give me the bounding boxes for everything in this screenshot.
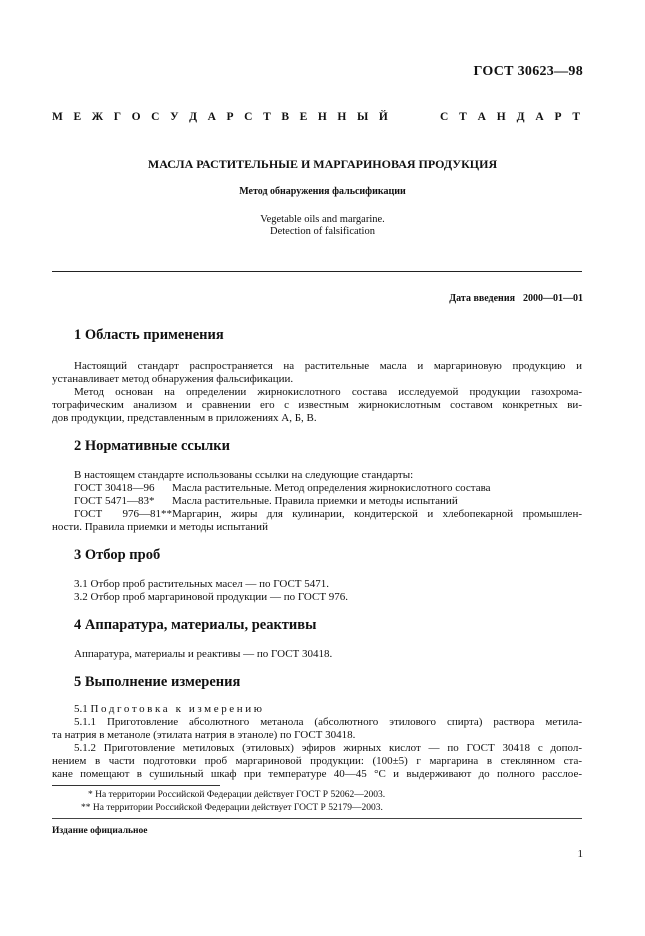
- footnote: ** На территории Российской Федерации действует ГОСТ Р 52179—2003.: [81, 803, 383, 813]
- page-number: 1: [577, 848, 583, 860]
- banner-letter: Т: [572, 111, 580, 123]
- reference-text: Масла растительные. Метод определения жирнокислотного состава: [172, 482, 491, 494]
- english-title-line: Vegetable oils and margarine.: [260, 214, 385, 225]
- reference-item: [74, 482, 582, 495]
- banner-letter: Й: [378, 111, 388, 123]
- banner-letter: Т: [263, 111, 271, 123]
- banner-letter: Е: [299, 111, 308, 123]
- banner-letter: Ы: [356, 111, 369, 123]
- banner-letter: О: [131, 111, 141, 123]
- paragraph-line: кане помещают в сушильный шкаф при температуре 40—45 °С и выдерживают до полного расслое-: [52, 768, 582, 780]
- paragraph-line: нением в части подготовки проб маргариновой продукции: (100±5) г маргарина в стеклянном ста-: [52, 755, 582, 767]
- reference-item: [74, 508, 582, 521]
- paragraph-line: 5.1.2 Приготовление метиловых (этиловых) эфиров жирных кислот — по ГОСТ 30418 с допол-: [74, 742, 582, 754]
- effective-date-value: 2000—01—01: [523, 293, 583, 304]
- banner-letter: Е: [73, 111, 82, 123]
- reference-number: ГОСТ 30418—96: [74, 482, 155, 494]
- reference-text: Маргарин, жиры для кулинарии, кондитерской и хлебопекарной промышлен-: [172, 508, 582, 520]
- interstate-word: [52, 111, 388, 123]
- banner-letter: У: [170, 111, 179, 123]
- subsection-name: Подготовка к измерению: [90, 703, 265, 715]
- section-heading: 5 Выполнение измерения: [74, 674, 241, 690]
- banner-letter: А: [207, 111, 216, 123]
- header-divider: [52, 271, 582, 272]
- banner-letter: Р: [554, 111, 562, 123]
- paragraph-line: Аппаратура, материалы и реактивы — по ГОСТ 30418.: [74, 648, 333, 660]
- banner-letter: Н: [496, 111, 506, 123]
- section-heading: 1 Область применения: [74, 327, 224, 343]
- english-title-line: Detection of falsification: [270, 226, 375, 237]
- paragraph-line: Метод основан на определении жирнокислотного состава исследуемой продукции газохрома-: [74, 386, 582, 398]
- banner-letter: Т: [459, 111, 467, 123]
- effective-date: [449, 293, 583, 304]
- document-code: ГОСТ 30623—98: [473, 64, 583, 79]
- banner-letter: Д: [189, 111, 198, 123]
- standard-word: [440, 111, 580, 123]
- document-title: МАСЛА РАСТИТЕЛЬНЫЕ И МАРГАРИНОВАЯ ПРОДУКЦИЯ: [147, 157, 498, 171]
- paragraph-line: тографическим анализом и сравнении его с известным жирнокислотным составом конкретных ви-: [52, 399, 582, 411]
- document-subtitle: Метод обнаружения фальсификации: [239, 186, 406, 197]
- footnote: * На территории Российской Федерации действует ГОСТ Р 52062—2003.: [88, 790, 386, 800]
- reference-number: ГОСТ 976—81**: [74, 508, 172, 520]
- reference-text: Масла растительные. Правила приемки и методы испытаний: [172, 495, 458, 507]
- paragraph-line: В настоящем стандарте использованы ссылки на следующие стандарты:: [74, 469, 414, 481]
- banner-letter: Ж: [91, 111, 104, 123]
- effective-date-label: Дата введения: [449, 293, 515, 304]
- interstate-standard-banner: [52, 111, 580, 123]
- banner-letter: М: [52, 111, 63, 123]
- subsection-title: [74, 703, 582, 716]
- section-heading: 4 Аппаратура, материалы, реактивы: [74, 617, 317, 633]
- footer-divider: [52, 818, 582, 819]
- reference-number: ГОСТ 5471—83*: [74, 495, 155, 507]
- section-heading: 3 Отбор проб: [74, 547, 161, 563]
- banner-letter: Д: [516, 111, 525, 123]
- paragraph-line: 3.2 Отбор проб маргариновой продукции — по ГОСТ 976.: [74, 591, 349, 603]
- section-heading: 2 Нормативные ссылки: [74, 438, 230, 454]
- subsection-number: 5.1: [74, 703, 88, 715]
- banner-letter: Н: [337, 111, 347, 123]
- footnote-divider: [52, 785, 220, 786]
- reference-item: [74, 495, 582, 508]
- banner-letter: А: [535, 111, 544, 123]
- banner-letter: Г: [113, 111, 122, 123]
- paragraph-line: 5.1.1 Приготовление абсолютного метанола (абсолютного этилового спирта) раствора метила-: [74, 716, 582, 728]
- paragraph-line: Настоящий стандарт распространяется на растительные масла и маргариновую продукцию и: [74, 360, 582, 372]
- banner-letter: Р: [226, 111, 234, 123]
- banner-letter: В: [281, 111, 289, 123]
- paragraph-line: ности. Правила приемки и методы испытаний: [52, 521, 268, 533]
- official-edition-label: Издание официальное: [52, 826, 148, 836]
- banner-letter: С: [151, 111, 160, 123]
- paragraph-line: 3.1 Отбор проб растительных масел — по ГОСТ 5471.: [74, 578, 330, 590]
- banner-letter: С: [244, 111, 253, 123]
- paragraph-line: устанавливает метод обнаружения фальсификации.: [52, 373, 294, 385]
- banner-letter: А: [477, 111, 486, 123]
- english-title: [0, 214, 645, 238]
- paragraph-line: та натрия в метаноле (этилата натрия в этаноле) по ГОСТ 30418.: [52, 729, 356, 741]
- banner-letter: Н: [317, 111, 327, 123]
- paragraph-line: дов продукции, представленным в приложениях А, Б, В.: [52, 412, 317, 424]
- banner-letter: С: [440, 111, 449, 123]
